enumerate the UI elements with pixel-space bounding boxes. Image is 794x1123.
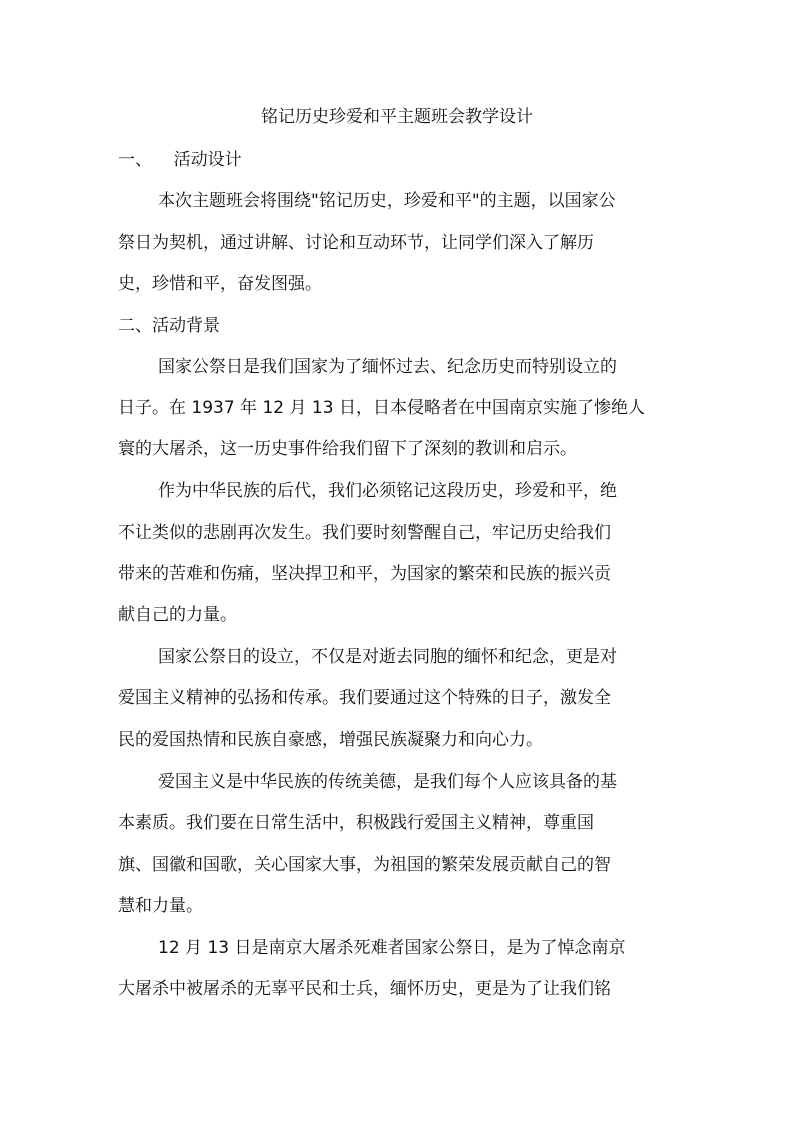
paragraph-line: 民的爱国热情和民族自豪感，增强民族凝聚力和向心力。 — [118, 730, 543, 750]
document-title: 铭记历史珍爱和平主题班会教学设计 — [261, 107, 533, 127]
paragraph-line: 作为中华民族的后代，我们必须铭记这段历史，珍爱和平，绝 — [158, 481, 617, 501]
section-heading-activity-design: 一、 活动设计 — [118, 150, 242, 170]
paragraph-line: 史，珍惜和平，奋发图强。 — [118, 274, 322, 294]
paragraph-line: 爱国主义是中华民族的传统美德，是我们每个人应该具备的基 — [158, 772, 617, 792]
paragraph-line: 本素质。我们要在日常生活中，积极践行爱国主义精神，尊重国 — [118, 813, 594, 833]
paragraph-line: 慧和力量。 — [118, 896, 203, 916]
paragraph-line: 不让类似的悲剧再次发生。我们要时刻警醒自己，牢记历史给我们 — [118, 523, 611, 543]
paragraph-line: 国家公祭日是我们国家为了缅怀过去、纪念历史而特别设立的 — [158, 357, 617, 377]
paragraph-line: 献自己的力量。 — [118, 605, 237, 625]
paragraph-line: 带来的苦难和伤痛，坚决捍卫和平，为国家的繁荣和民族的振兴贡 — [118, 564, 611, 584]
paragraph-line: 本次主题班会将围绕"铭记历史，珍爱和平"的主题，以国家公 — [158, 191, 616, 211]
paragraph-line: 大屠杀中被屠杀的无辜平民和士兵，缅怀历史，更是为了让我们铭 — [118, 979, 611, 999]
paragraph-line: 旗、国徽和国歌，关心国家大事，为祖国的繁荣发展贡献自己的智 — [118, 855, 611, 875]
paragraph-line: 寰的大屠杀，这一历史事件给我们留下了深刻的教训和启示。 — [118, 439, 577, 459]
paragraph-line: 日子。在 1937 年 12 月 13 日，日本侵略者在中国南京实施了惨绝人 — [118, 398, 645, 418]
paragraph-line: 祭日为契机，通过讲解、讨论和互动环节，让同学们深入了解历 — [118, 233, 594, 253]
paragraph-line: 12 月 13 日是南京大屠杀死难者国家公祭日，是为了悼念南京 — [158, 938, 626, 958]
section-heading-activity-background: 二、活动背景 — [118, 316, 220, 336]
paragraph-line: 国家公祭日的设立，不仅是对逝去同胞的缅怀和纪念，更是对 — [158, 647, 617, 667]
paragraph-line: 爱国主义精神的弘扬和传承。我们要通过这个特殊的日子，激发全 — [118, 688, 611, 708]
